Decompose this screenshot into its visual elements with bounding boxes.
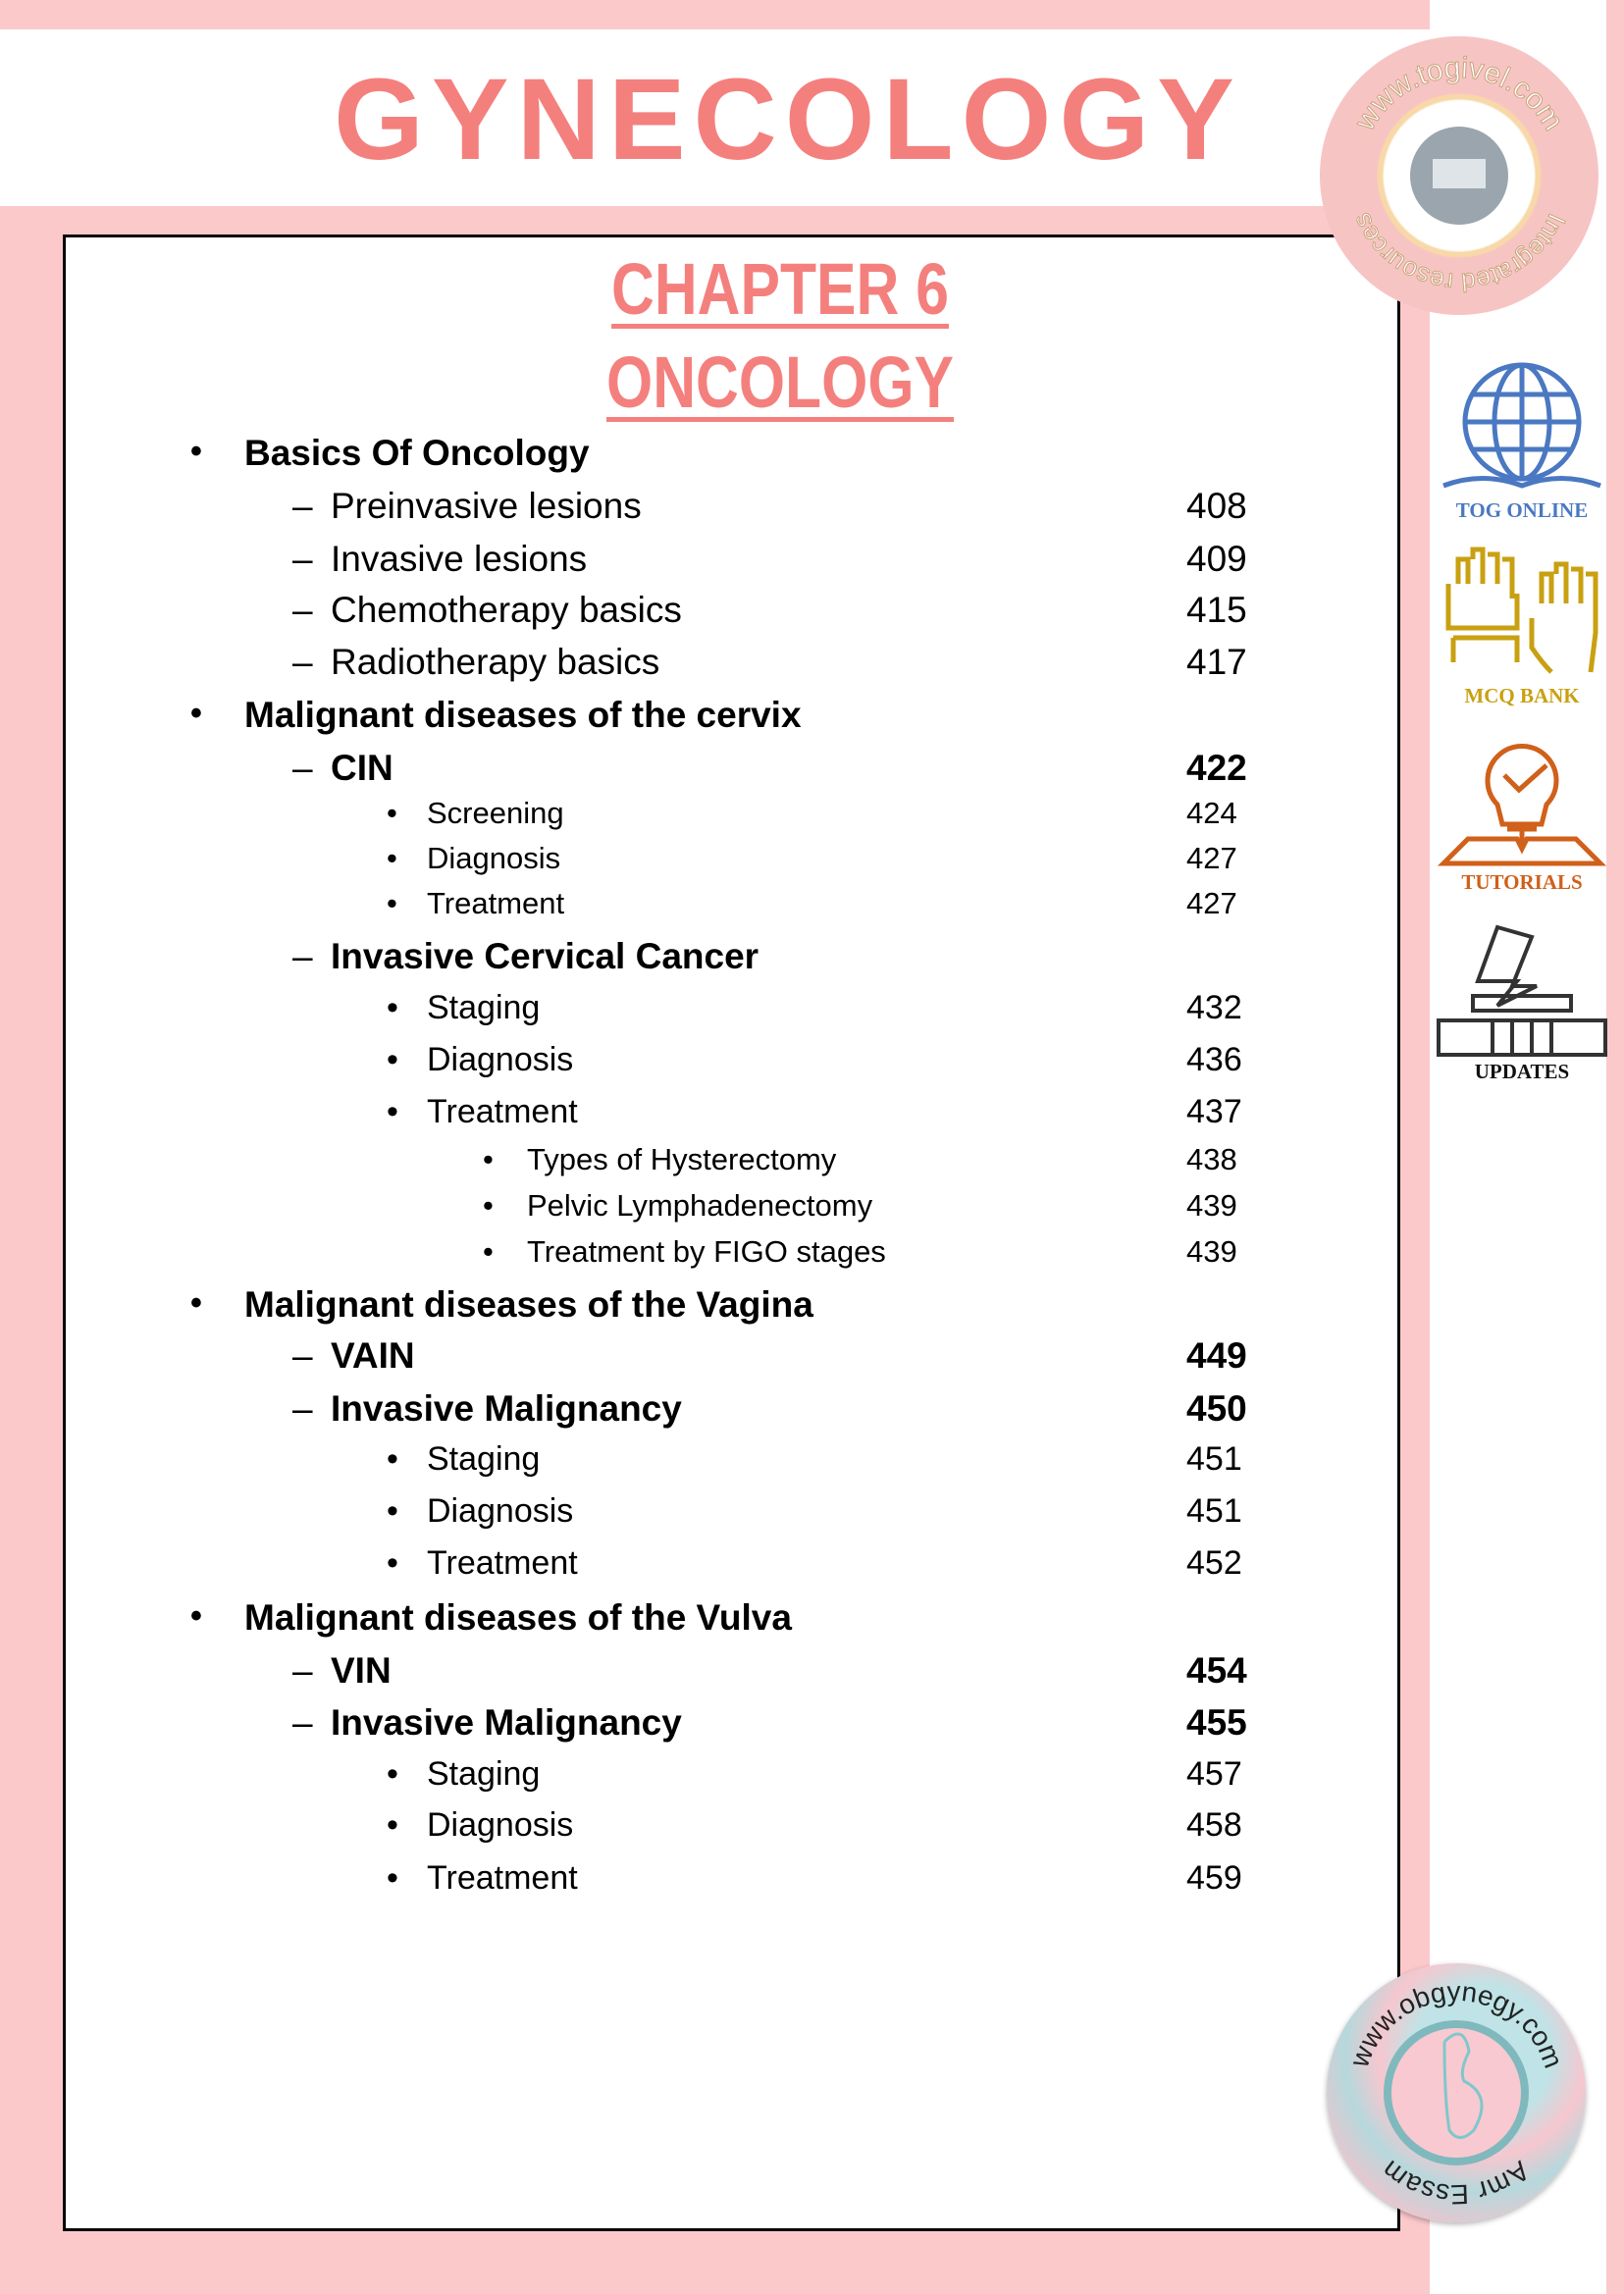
dash-bullet-icon: – (292, 1650, 313, 1691)
dash-bullet-icon: – (292, 1388, 313, 1429)
toc-entry-title: Staging (427, 1440, 541, 1478)
toc-entry-page: 432 (1186, 989, 1242, 1026)
toc-entry[interactable] (0, 1188, 1374, 1237)
toc-entry-page: 439 (1186, 1188, 1237, 1223)
toc-entry-page: 427 (1186, 886, 1237, 920)
updates-link[interactable] (1434, 917, 1610, 1084)
toc-entry-title: Pelvic Lymphadenectomy (527, 1188, 873, 1223)
bullet-icon: • (483, 1188, 494, 1223)
toc-entry[interactable] (0, 1650, 1374, 1699)
bullet-icon: • (483, 1142, 494, 1176)
bullet-icon: • (387, 886, 397, 920)
toc-entry[interactable] (0, 1544, 1374, 1593)
toc-entry-title: Invasive lesions (331, 539, 588, 579)
toc-entry-title: Invasive Malignancy (331, 1702, 682, 1743)
chapter-title: ONCOLOGY (606, 341, 954, 423)
toc-entry-page: 455 (1186, 1702, 1247, 1743)
toc-entry[interactable] (0, 1041, 1374, 1090)
bullet-icon: • (483, 1234, 494, 1269)
bullet-icon: • (387, 1806, 398, 1844)
toc-entry[interactable] (0, 590, 1374, 639)
bullet-icon: • (387, 841, 397, 875)
toc-entry-page: 409 (1186, 539, 1247, 579)
toc-entry[interactable] (0, 1755, 1374, 1804)
tutorials-label: TUTORIALS (1461, 870, 1583, 894)
updates-books-icon (1434, 917, 1610, 1065)
chapter-number: CHAPTER 6 (611, 248, 949, 330)
seal-top-text: www.obgynegy.com (1343, 1975, 1570, 2072)
toc-entry[interactable] (0, 1702, 1374, 1751)
bullet-icon: • (387, 1755, 398, 1793)
dash-bullet-icon: – (292, 1335, 313, 1376)
mcq-bank-label: MCQ BANK (1464, 684, 1580, 707)
globe-book-icon (1434, 353, 1610, 500)
toc-entry-page: 422 (1186, 748, 1247, 788)
bullet-icon: • (387, 1859, 398, 1897)
toc-entry[interactable] (0, 486, 1374, 535)
toc-entry[interactable] (0, 748, 1374, 797)
toc-entry-page: 437 (1186, 1093, 1242, 1130)
toc-entry[interactable] (0, 989, 1374, 1038)
bullet-icon: • (387, 1440, 398, 1478)
seal-bottom-text: Integrated resources (1345, 208, 1572, 298)
tog-online-label: TOG ONLINE (1455, 498, 1589, 522)
seal-bottom-text: Amr Essam (1376, 2154, 1536, 2211)
toc-entry-title: Types of Hysterectomy (527, 1142, 837, 1176)
bullet-icon: • (387, 989, 398, 1026)
dash-bullet-icon: – (292, 539, 313, 579)
toc-entry-title: Diagnosis (427, 1492, 574, 1530)
bullet-icon: • (190, 433, 202, 470)
toc-entry-page: 454 (1186, 1650, 1247, 1691)
bullet-icon: • (387, 1041, 398, 1078)
toc-entry-title: Chemotherapy basics (331, 590, 682, 630)
toc-entry[interactable] (0, 433, 1374, 482)
toc-entry-title: Malignant diseases of the cervix (244, 695, 802, 735)
updates-label: UPDATES (1474, 1060, 1570, 1083)
toc-entry-title: VIN (331, 1650, 392, 1691)
toc-entry-title: Staging (427, 1755, 541, 1793)
toc-entry-title: Treatment (427, 1544, 578, 1582)
seal-text-icon (1327, 1963, 1586, 2222)
toc-entry-title: CIN (331, 748, 393, 788)
toc-entry-title: Treatment (427, 886, 565, 920)
toc-entry-page: 436 (1186, 1041, 1242, 1078)
toc-entry-page: 439 (1186, 1234, 1237, 1269)
toc-entry[interactable] (0, 1492, 1374, 1541)
toc-entry-title: Screening (427, 796, 564, 830)
dash-bullet-icon: – (292, 936, 313, 976)
toc-entry[interactable] (0, 1142, 1374, 1191)
seal-text-icon (1320, 36, 1598, 315)
toc-entry-title: Treatment (427, 1093, 578, 1130)
bullet-icon: • (387, 1544, 398, 1582)
toc-entry-page: 408 (1186, 486, 1247, 526)
toc-entry[interactable] (0, 1335, 1374, 1384)
toc-entry-title: Malignant diseases of the Vagina (244, 1284, 813, 1325)
dash-bullet-icon: – (292, 590, 313, 630)
toc-entry-page: 427 (1186, 841, 1237, 875)
dash-bullet-icon: – (292, 748, 313, 788)
toc-entry[interactable] (0, 1234, 1374, 1283)
page-title: GYNECOLOGY (334, 55, 1242, 184)
toc-entry-title: Preinvasive lesions (331, 486, 642, 526)
toc-entry-page: 451 (1186, 1492, 1242, 1530)
tog-online-link[interactable] (1434, 353, 1610, 530)
bullet-icon: • (190, 1284, 202, 1322)
toc-entry[interactable] (0, 936, 1374, 985)
toc-entry-page: 450 (1186, 1388, 1247, 1429)
toc-entry-page: 424 (1186, 796, 1237, 830)
toc-entry[interactable] (0, 1806, 1374, 1855)
bullet-icon: • (387, 1093, 398, 1130)
toc-entry[interactable] (0, 539, 1374, 588)
toc-entry[interactable] (0, 1388, 1374, 1437)
bullet-icon: • (387, 796, 397, 830)
toc-entry-title: Radiotherapy basics (331, 642, 660, 682)
toc-entry-page: 438 (1186, 1142, 1237, 1176)
sidebar-column (1430, 0, 1606, 2294)
toc-entry-title: Invasive Cervical Cancer (331, 936, 760, 976)
toc-entry-title: Diagnosis (427, 1806, 574, 1844)
toc-entry-title: Diagnosis (427, 841, 561, 875)
toc-entry-title: Basics Of Oncology (244, 433, 590, 473)
raised-hands-icon (1434, 545, 1610, 682)
toc-entry-page: 458 (1186, 1806, 1242, 1844)
bullet-icon: • (387, 1492, 398, 1530)
toc-entry-page: 417 (1186, 642, 1247, 682)
toc-entry[interactable] (0, 1440, 1374, 1489)
seal-top-text: www.togivel.com (1348, 51, 1570, 136)
toc-entry-page: 415 (1186, 590, 1247, 630)
toc-entry-page: 459 (1186, 1859, 1242, 1897)
toc-entry[interactable] (0, 1859, 1374, 1908)
toc-entry-title: Invasive Malignancy (331, 1388, 682, 1429)
toc-entry-title: Treatment (427, 1859, 578, 1897)
toc-entry-title: VAIN (331, 1335, 415, 1376)
dash-bullet-icon: – (292, 1702, 313, 1743)
svg-text:www.togivel.com (1348, 52, 1569, 137)
toc-entry[interactable] (0, 695, 1374, 744)
togivel-seal-logo[interactable] (1320, 36, 1598, 315)
lightbulb-book-icon (1434, 731, 1610, 868)
bullet-icon: • (190, 695, 202, 732)
toc-entry[interactable] (0, 1284, 1374, 1333)
dash-bullet-icon: – (292, 486, 313, 526)
toc-entry[interactable] (0, 642, 1374, 691)
toc-entry-page: 452 (1186, 1544, 1242, 1582)
toc-entry[interactable] (0, 1597, 1374, 1646)
tutorials-link[interactable] (1434, 731, 1610, 898)
mcq-bank-link[interactable] (1434, 545, 1610, 711)
toc-entry-title: Diagnosis (427, 1041, 574, 1078)
toc-entry[interactable] (0, 1093, 1374, 1142)
toc-entry[interactable] (0, 841, 1374, 890)
toc-entry[interactable] (0, 886, 1374, 935)
toc-entry-title: Malignant diseases of the Vulva (244, 1597, 792, 1638)
toc-entry-title: Treatment by FIGO stages (527, 1234, 886, 1269)
toc-entry-page: 457 (1186, 1755, 1242, 1793)
toc-entry-page: 451 (1186, 1440, 1242, 1478)
obgynegy-seal-logo[interactable] (1327, 1963, 1586, 2222)
dash-bullet-icon: – (292, 642, 313, 682)
toc-entry-page: 449 (1186, 1335, 1247, 1376)
toc-entry-title: Staging (427, 989, 541, 1026)
bullet-icon: • (190, 1597, 202, 1635)
toc-entry[interactable] (0, 796, 1374, 845)
